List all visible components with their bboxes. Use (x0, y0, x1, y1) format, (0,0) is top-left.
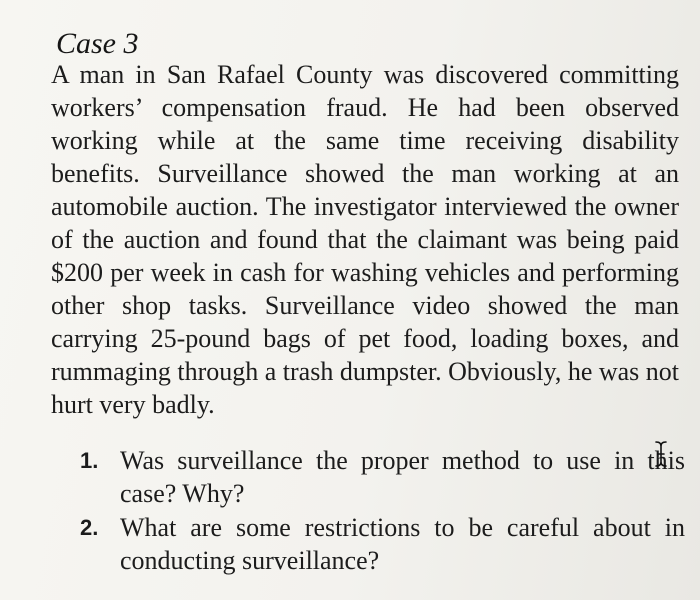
case-paragraph: A man in San Rafael County was discovered committing workers’ compensation fraud. He had been observed working while at the same time receiving disability benefits. Surveillance showed the man working at an automobile auction. The investigator interviewed the owner of the auction and found that the claimant was being paid $200 per week in cash for washing vehicles and performing other shop tasks. Surveillance video showed the man carrying 25-pound bags of pet food, loading boxes, and rummaging through a trash dumpster. Obviously, he was not hurt very badly. (51, 60, 680, 419)
question-item (70, 444, 685, 510)
question-text: Was surveillance the proper method to use in this case? Why? (120, 446, 685, 508)
question-list (70, 444, 685, 578)
question-text: What are some restrictions to be careful about in conducting surveillance? (120, 513, 685, 575)
text-cursor-icon (654, 440, 668, 468)
question-item (70, 511, 685, 577)
case-title: Case 3 (56, 27, 139, 60)
question-number: 2. (80, 515, 99, 540)
question-number: 1. (80, 448, 99, 473)
